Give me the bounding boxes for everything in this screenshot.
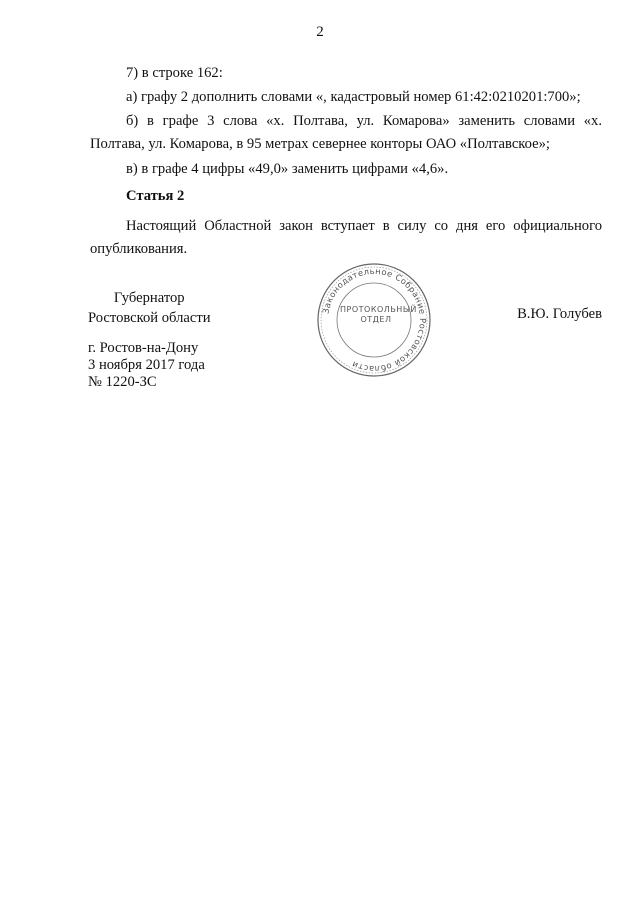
article-heading: Статья 2 (126, 188, 185, 204)
amendment-item-a: а) графу 2 дополнить словами «, кадастровый номер 61:42:0210201:700»; (126, 89, 581, 105)
seal-center-line2: ОТДЕЛ (360, 315, 392, 324)
seal-center-text (340, 305, 417, 325)
amendment-item-7: 7) в строке 162: (126, 65, 223, 81)
city: г. Ростов-на-Дону (88, 340, 199, 356)
article-text: Настоящий Областной закон вступает в силу со дня его официального опубликования. (90, 218, 602, 257)
law-number: № 1220-ЗС (88, 374, 157, 390)
place-and-date (88, 340, 205, 391)
seal-ring-text: Законодательное Собрание Ростовской области (320, 265, 429, 375)
seal-center-line1: ПРОТОКОЛЬНЫЙ (340, 305, 417, 314)
signatory-title-line2: Ростовской области (88, 310, 211, 326)
signatory-title-line1: Губернатор (113, 290, 185, 306)
amendment-item-b: б) в графе 3 слова «х. Полтава, ул. Комарова» заменить словами «х. Полтава, ул. Комарова, в 95 метрах севернее конторы ОАО «Полтавское»; (90, 113, 602, 152)
page-number: 2 (316, 24, 324, 40)
signatory-title (88, 288, 211, 328)
date: 3 ноября 2017 года (88, 357, 205, 373)
amendment-item-v: в) в графе 4 цифры «49,0» заменить цифрами «4,6». (126, 161, 449, 177)
signatory-name: В.Ю. Голубев (517, 306, 602, 322)
